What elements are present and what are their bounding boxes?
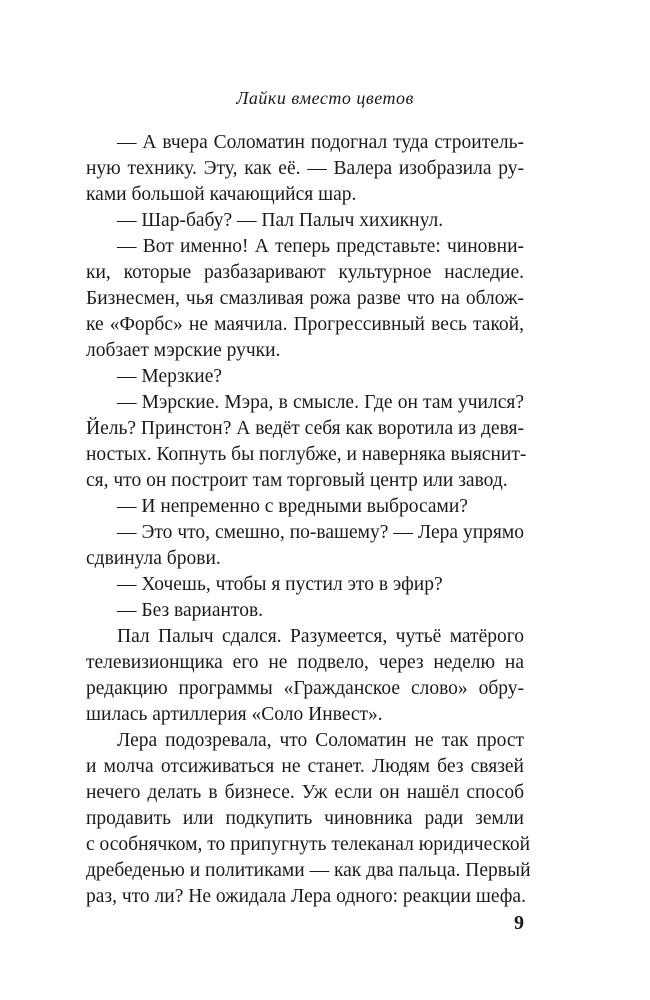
text-line: — Без вариантов. <box>117 600 264 621</box>
text-line: Бизнесмен, чья смазливая рожа разве что на облож- <box>86 288 524 309</box>
text-line: раз, что ли? Не ожидала Лера одного: реакции шефа. <box>86 886 526 907</box>
text-line: Йель? Принстон? А ведёт себя как воротила из девя- <box>86 418 524 439</box>
text-line: ки, которые разбазаривают культурное наследие. <box>86 262 524 283</box>
text-line: дребеденью и политиками — как два пальца. Первый <box>86 860 531 881</box>
text-line: — Вот именно! А теперь представьте: чиновни- <box>117 236 524 257</box>
text-line: Пал Палыч сдался. Разумеется, чутьё матёрого <box>117 626 524 647</box>
page-number: 9 <box>514 912 524 934</box>
text-line: телевизионщика его не подвело, через неделю на <box>86 652 524 673</box>
running-header: Лайки вместо цветов <box>236 88 414 108</box>
text-line: ке «Форбс» не маячила. Прогрессивный весь такой, <box>86 314 524 335</box>
text-line: ную технику. Эту, как её. — Валера изобразила ру- <box>86 158 524 179</box>
text-line: нечего делать в бизнесе. Уж если он нашёл способ <box>86 782 524 803</box>
text-line: — Мэрские. Мэра, в смысле. Где он там учился? <box>117 392 524 413</box>
text-line: — Хочешь, чтобы я пустил это в эфир? <box>117 574 443 595</box>
text-line: шилась артиллерия «Соло Инвест». <box>86 704 383 725</box>
text-line: и молча отсиживаться не станет. Людям без связей <box>86 756 524 777</box>
text-line: лобзает мэрские ручки. <box>86 340 281 361</box>
text-line: Лера подозревала, что Соломатин не так прост <box>117 730 524 751</box>
text-line: — Шар-бабу? — Пал Палыч хихикнул. <box>117 210 444 231</box>
text-line: с особнячком, то припугнуть телеканал юридической <box>86 834 531 855</box>
text-line: ностых. Копнуть бы поглубже, и наверняка выяснит- <box>86 444 527 465</box>
text-line: редакцию программы «Гражданское слово» обру- <box>86 678 524 699</box>
text-line: продавить или подкупить чиновника ради земли <box>86 808 524 829</box>
text-line: — Это что, смешно, по-вашему? — Лера упрямо <box>117 522 524 543</box>
text-line: — А вчера Соломатин подогнал туда строитель- <box>117 132 524 153</box>
text-line: ся, что он построит там торговый центр или завод. <box>86 470 508 491</box>
text-line: — И непременно с вредными выбросами? <box>117 496 468 517</box>
text-line: сдвинула брови. <box>86 548 221 569</box>
text-line: ками большой качающийся шар. <box>86 184 357 205</box>
text-line: — Мерзкие? <box>117 366 223 387</box>
